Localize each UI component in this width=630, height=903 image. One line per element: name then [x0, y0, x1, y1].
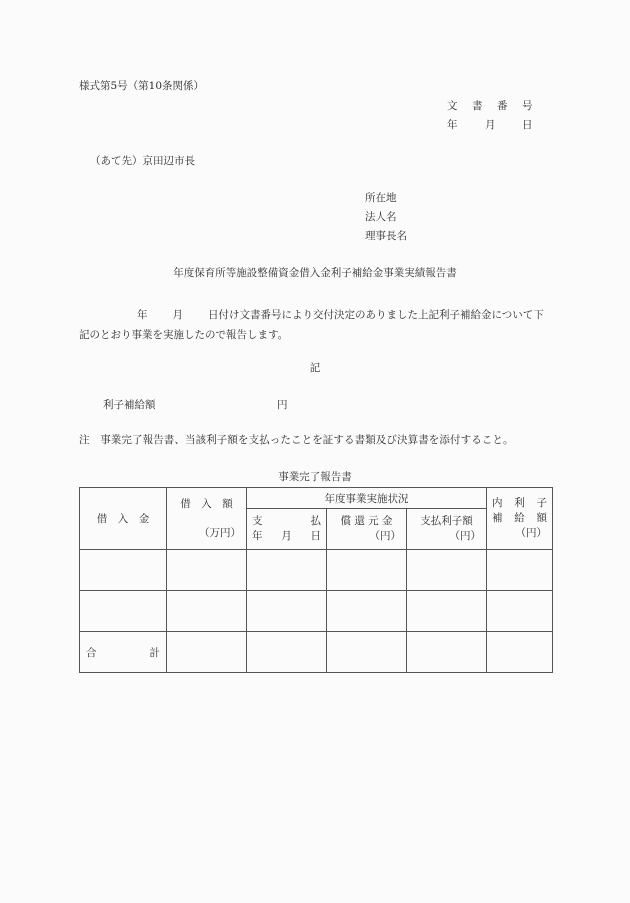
loan-amount-unit: （万円）: [199, 526, 241, 539]
cell-payment-date[interactable]: [247, 591, 327, 632]
document-number-label: [447, 101, 533, 112]
principal-unit: （円）: [369, 530, 401, 542]
interest-label: 支払利子額: [420, 515, 473, 527]
header-payment-date: [247, 509, 327, 550]
body-paragraph: [79, 305, 554, 345]
cell-subsidy[interactable]: [487, 550, 553, 591]
interest-unit: （円）: [449, 530, 482, 542]
cell-loan-amount[interactable]: [167, 591, 247, 632]
subsidy-amount-label: 利子補給額: [103, 399, 156, 411]
payment-date-line2: 年 月 日: [252, 530, 321, 542]
docnum-char: 書: [472, 100, 483, 112]
body-month: 月: [172, 309, 183, 321]
note: 注 事業完了報告書、当該利子額を支払ったことを証する書類及び決算書を添付すること。: [79, 434, 514, 446]
sender-corporation-label: 法人名: [365, 211, 397, 223]
total-interest[interactable]: [407, 632, 487, 673]
total-subsidy[interactable]: [487, 632, 553, 673]
report-table: [79, 487, 553, 673]
cell-loan[interactable]: [80, 550, 167, 591]
table-header-row: [80, 488, 553, 509]
table-row: [80, 591, 553, 632]
ki-heading: 記: [309, 362, 321, 374]
header-interest: [407, 509, 487, 550]
body-text-2: いて下記のとおり事業を実施したので報告します。: [79, 309, 544, 341]
docnum-char: 号: [522, 100, 533, 112]
cell-interest[interactable]: [407, 550, 487, 591]
body-text-1: 日付け文書番号により交付決定のありました上記利子補給金につ: [208, 309, 513, 321]
table-total-row: [80, 632, 553, 673]
subsidy-line2: 補 給 額: [492, 512, 548, 524]
header-principal: [327, 509, 407, 550]
payment-date-line1: 支 払: [252, 515, 321, 527]
addressee: （あて先）京田辺市長: [90, 155, 195, 167]
loan-amount-label: 借 入 額: [180, 497, 233, 510]
date-label: [447, 120, 533, 131]
total-label-left: 合: [86, 646, 97, 659]
document-title: 年度保育所等施設整備資金借入金利子補給金事業実績報告書: [173, 267, 457, 279]
header-subsidy: [487, 488, 553, 550]
header-status-group: 年度事業実施状況: [247, 488, 487, 509]
date-month: 月: [485, 119, 496, 131]
cell-loan-amount[interactable]: [167, 550, 247, 591]
cell-principal[interactable]: [327, 591, 407, 632]
sender-address-label: 所在地: [365, 192, 397, 204]
docnum-char: 番: [497, 100, 508, 112]
total-label-right: 計: [149, 646, 160, 659]
table-caption: 事業完了報告書: [278, 471, 352, 483]
subsidy-unit: （円）: [515, 527, 548, 539]
total-payment-date[interactable]: [247, 632, 327, 673]
subsidy-amount-unit: 円: [277, 399, 288, 411]
principal-label: 償 還 元 金: [340, 515, 393, 527]
form-number: 様式第5号（第10条関係）: [79, 80, 205, 92]
date-day: 日: [522, 119, 533, 131]
cell-subsidy[interactable]: [487, 591, 553, 632]
table-row: [80, 550, 553, 591]
cell-payment-date[interactable]: [247, 550, 327, 591]
total-principal[interactable]: [327, 632, 407, 673]
body-year: 年: [137, 309, 148, 321]
cell-loan[interactable]: [80, 591, 167, 632]
subsidy-line1: 内 利 子: [492, 497, 548, 509]
total-loan-amount[interactable]: [167, 632, 247, 673]
header-loan: 借 入 金: [80, 488, 167, 550]
docnum-char: 文: [447, 100, 458, 112]
header-loan-amount: [167, 488, 247, 550]
cell-principal[interactable]: [327, 550, 407, 591]
sender-chair-label: 理事長名: [365, 230, 407, 242]
date-year: 年: [447, 119, 458, 131]
cell-interest[interactable]: [407, 591, 487, 632]
total-label: [80, 632, 167, 673]
